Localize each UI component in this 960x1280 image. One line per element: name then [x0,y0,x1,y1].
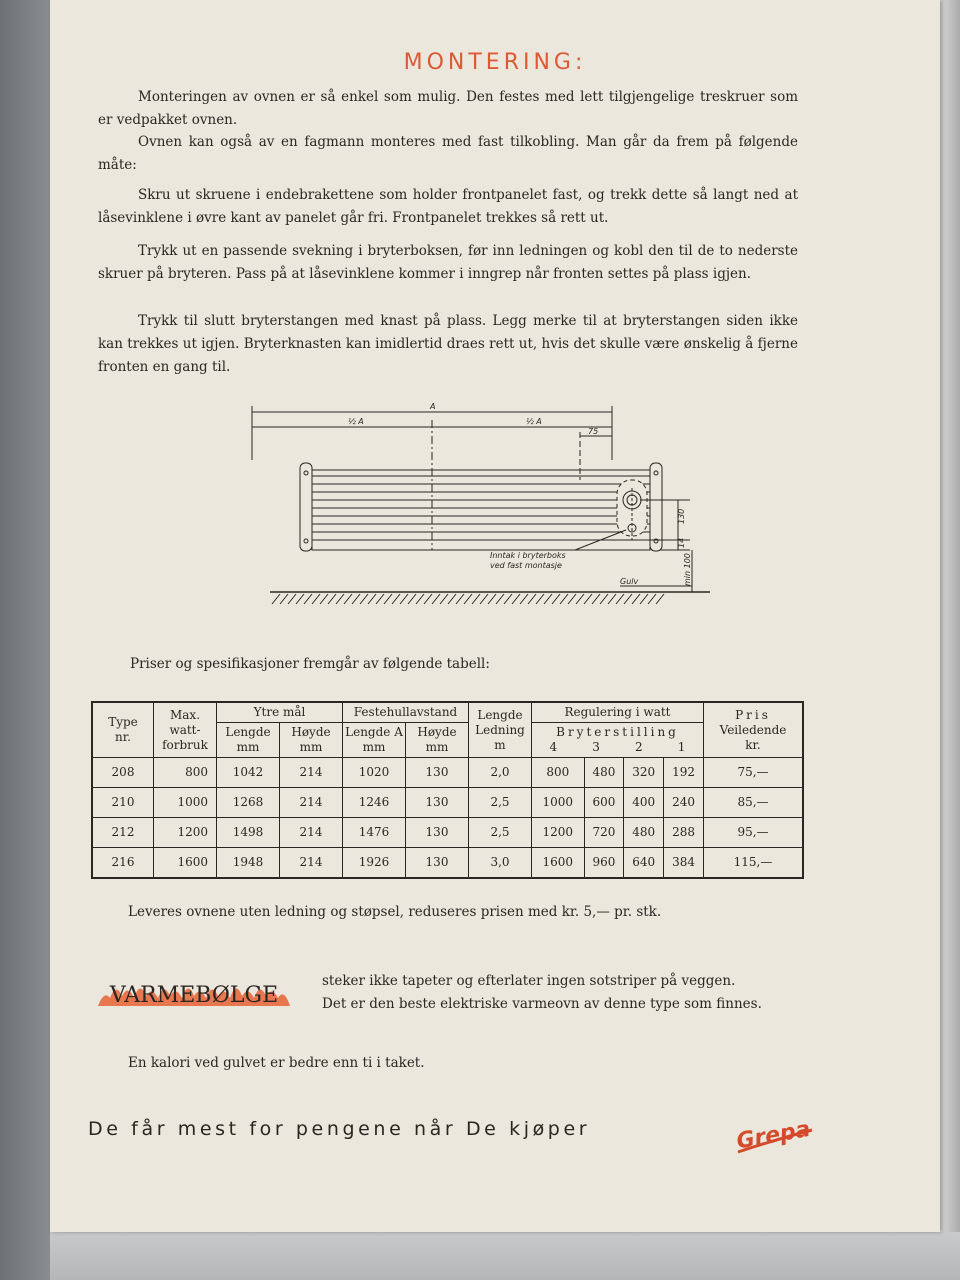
cell-s1: 240 [664,788,704,818]
cell-lengde-a: 1926 [343,848,406,879]
cell-lengde-a: 1476 [343,818,406,848]
cell-s3: 720 [584,818,624,848]
grepa-logo-text: Grepa [734,1116,813,1155]
cell-type: 216 [92,848,154,879]
header-type: Type nr. [92,702,154,758]
header-pris: Pris Veiledende kr. [704,702,804,758]
switch-2: 2 [635,740,643,754]
cell-pris: 85,— [704,788,804,818]
cell-type: 208 [92,758,154,788]
table-row [92,848,803,879]
kalori-line: En kalori ved gulvet er bedre enn ti i taket. [128,1055,425,1071]
cell-hoyde-feste: 130 [406,818,469,848]
table-row [92,788,803,818]
header-festehullavstand: Festehullavstand [343,702,469,723]
cell-pris: 75,— [704,758,804,788]
switch-3: 3 [592,740,600,754]
cell-lengde-a: 1246 [343,788,406,818]
paragraph-4: Trykk ut en passende svekning i bryterboksen, før inn ledningen og kobl den til de to nederste skruer på bryteren. Pass på at låsevinklene kommer i inngrep når fronten settes på plass igjen. [98,243,798,282]
label-half-a-right: ½ A [526,417,542,426]
header-lengde-a: Lengde A mm [343,723,406,758]
cell-s1: 384 [664,848,704,879]
table-intro: Priser og spesifikasjoner fremgår av følgende tabell: [130,656,490,672]
varmebolge-logo [94,972,294,1012]
brand-claim-line-2: Det er den beste elektriske varmeovn av denne type som finnes. [322,996,762,1012]
cell-watt: 1000 [154,788,217,818]
cell-s4: 1000 [532,788,585,818]
bryterstilling-label: Bryterstilling [556,725,679,739]
table-row [92,818,803,848]
left-bracket [300,463,312,551]
paragraph-2: Ovnen kan også av en fagmann monteres med fast tilkobling. Man går da frem på følgende måte: [98,134,798,173]
cell-watt: 800 [154,758,217,788]
cell-s2: 400 [624,788,664,818]
cell-hoyde: 214 [280,788,343,818]
cell-type: 212 [92,818,154,848]
cell-s2: 480 [624,818,664,848]
label-intake-2: ved fast montasje [490,561,562,570]
brand-claim-line-1: steker ikke tapeter og efterlater ingen sotstriper på veggen. [322,973,736,989]
cell-lengde-a: 1020 [343,758,406,788]
cell-pris: 95,— [704,818,804,848]
header-hoyde-feste: Høyde mm [406,723,469,758]
label-half-a-left: ½ A [348,417,364,426]
label-75: 75 [588,427,599,436]
grepa-logo [734,1104,816,1156]
cell-s4: 1200 [532,818,585,848]
cell-s1: 288 [664,818,704,848]
cell-s4: 1600 [532,848,585,879]
background-right [940,0,960,1280]
cell-hoyde-feste: 130 [406,848,469,879]
mounting-drawing [220,400,692,620]
cell-hoyde: 214 [280,818,343,848]
price-note: Leveres ovnene uten ledning og støpsel, reduseres prisen med kr. 5,— pr. stk. [128,904,662,920]
background-left [0,0,50,1280]
cell-lengde: 1042 [217,758,280,788]
header-regulering: Regulering i watt [532,702,704,723]
varmebolge-logo-text: VARMEBØLGE [109,983,279,1008]
slogan: De får mest for pengene når De kjøper [88,1118,591,1140]
cell-ledning: 2,5 [469,818,532,848]
header-max-watt: Max. watt- forbruk [154,702,217,758]
header-ytre-mal: Ytre mål [217,702,343,723]
label-130: 130 [677,508,686,524]
cell-s3: 960 [584,848,624,879]
background-bottom [50,1232,960,1280]
cell-ledning: 2,0 [469,758,532,788]
cell-hoyde: 214 [280,758,343,788]
switch-positions [532,740,703,755]
switch-1: 1 [677,740,686,754]
cell-s4: 800 [532,758,585,788]
document-page [50,0,940,1232]
header-lengde: Lengde mm [217,723,280,758]
header-bryterstilling [532,723,704,758]
page-title: MONTERING: [403,50,587,75]
cell-watt: 1200 [154,818,217,848]
cell-s2: 640 [624,848,664,879]
switch-4: 4 [549,740,558,754]
label-a: A [430,402,436,411]
cell-lengde: 1498 [217,818,280,848]
brand-claim [322,970,762,1016]
label-floor: Gulv [620,577,639,586]
cell-pris: 115,— [704,848,804,879]
paragraph-3: Skru ut skruene i endebrakettene som holder frontpanelet fast, og trekk dette så langt ned at låsevinklene i øvre kant av panelet går fri. Frontpanelet trekkes så rett ut. [98,187,798,226]
header-hoyde: Høyde mm [280,723,343,758]
label-intake-1: Inntak i bryterboks [490,551,566,560]
cell-ledning: 3,0 [469,848,532,879]
radiator-body [312,470,650,550]
cell-s3: 600 [584,788,624,818]
cell-s1: 192 [664,758,704,788]
cell-hoyde: 214 [280,848,343,879]
label-14: 14 [677,537,686,548]
specification-table [91,701,804,879]
table-row [92,758,803,788]
cell-ledning: 2,5 [469,788,532,818]
cell-watt: 1600 [154,848,217,879]
label-min-100: min 100 [683,553,692,586]
cell-s3: 480 [584,758,624,788]
cell-lengde: 1948 [217,848,280,879]
cell-type: 210 [92,788,154,818]
paragraph-1: Monteringen av ovnen er så enkel som mulig. Den festes med lett tilgjengelige treskruer som er vedpakket ovnen. [98,89,798,128]
cell-hoyde-feste: 130 [406,758,469,788]
right-bracket [650,463,662,551]
cell-s2: 320 [624,758,664,788]
header-lengde-ledning: Lengde Ledning m [469,702,532,758]
cell-hoyde-feste: 130 [406,788,469,818]
paragraph-5: Trykk til slutt bryterstangen med knast på plass. Legg merke til at bryterstangen siden ikke kan trekkes ut igjen. Bryterknasten kan imidlertid draes rett ut, hvis det skulle være ønskelig å fjerne fronten en gang til. [98,313,798,375]
cell-lengde: 1268 [217,788,280,818]
